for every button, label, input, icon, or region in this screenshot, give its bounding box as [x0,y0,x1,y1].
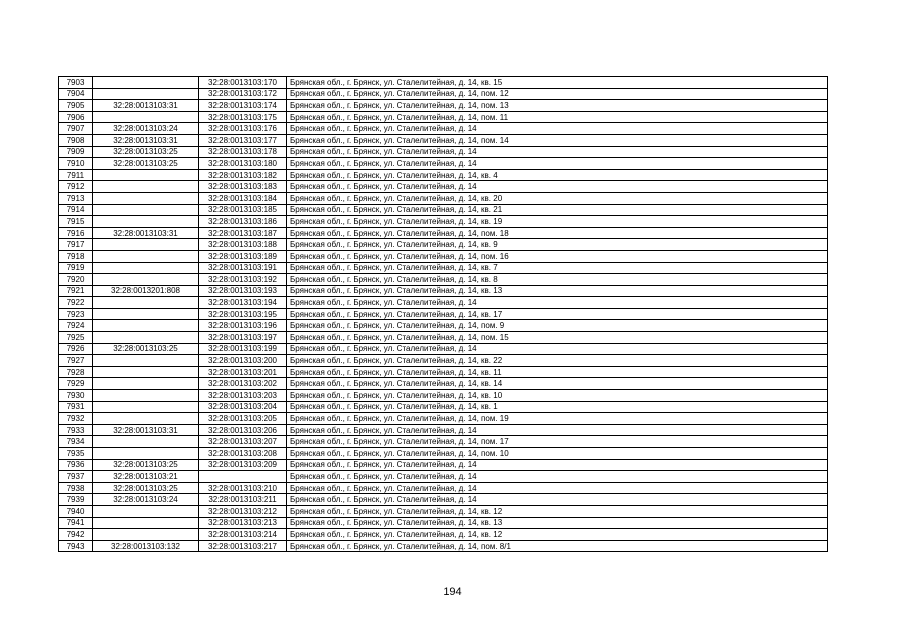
cadastral-number-cell: 32:28:0013103:183 [199,181,287,193]
table-row [59,297,828,309]
parent-cadastral-cell [93,448,199,460]
address-cell: Брянская обл., г. Брянск, ул. Сталелитейная, д. 14 [287,343,828,355]
row-number-cell: 7920 [59,274,93,286]
cadastral-number-cell: 32:28:0013103:202 [199,378,287,390]
row-number-cell: 7913 [59,192,93,204]
row-number-cell: 7904 [59,88,93,100]
address-cell: Брянская обл., г. Брянск, ул. Сталелитейная, д. 14, кв. 9 [287,239,828,251]
cadastral-number-cell: 32:28:0013103:192 [199,274,287,286]
address-cell: Брянская обл., г. Брянск, ул. Сталелитейная, д. 14 [287,471,828,483]
parent-cadastral-cell [93,332,199,344]
cadastral-number-cell: 32:28:0013103:188 [199,239,287,251]
address-cell: Брянская обл., г. Брянск, ул. Сталелитейная, д. 14, пом. 14 [287,134,828,146]
parent-cadastral-cell [93,390,199,402]
table-row [59,274,828,286]
table-row [59,540,828,552]
cadastral-number-cell: 32:28:0013103:191 [199,262,287,274]
address-cell: Брянская обл., г. Брянск, ул. Сталелитейная, д. 14, кв. 13 [287,517,828,529]
cadastral-number-cell: 32:28:0013103:172 [199,88,287,100]
cadastral-number-cell: 32:28:0013103:211 [199,494,287,506]
row-number-cell: 7937 [59,471,93,483]
parent-cadastral-cell [93,274,199,286]
parent-cadastral-cell: 32:28:0013103:31 [93,227,199,239]
address-cell: Брянская обл., г. Брянск, ул. Сталелитейная, д. 14 [287,297,828,309]
table-row [59,77,828,89]
parent-cadastral-cell [93,250,199,262]
cadastral-number-cell: 32:28:0013103:209 [199,459,287,471]
table-row [59,401,828,413]
address-cell: Брянская обл., г. Брянск, ул. Сталелитейная, д. 14 [287,158,828,170]
row-number-cell: 7942 [59,529,93,541]
row-number-cell: 7907 [59,123,93,135]
row-number-cell: 7938 [59,482,93,494]
table-row [59,343,828,355]
address-cell: Брянская обл., г. Брянск, ул. Сталелитейная, д. 14, пом. 18 [287,227,828,239]
cadastral-number-cell: 32:28:0013103:177 [199,134,287,146]
address-cell: Брянская обл., г. Брянск, ул. Сталелитейная, д. 14 [287,482,828,494]
parent-cadastral-cell [93,88,199,100]
address-cell: Брянская обл., г. Брянск, ул. Сталелитейная, д. 14 [287,424,828,436]
address-cell: Брянская обл., г. Брянск, ул. Сталелитейная, д. 14, пом. 15 [287,332,828,344]
row-number-cell: 7943 [59,540,93,552]
table-row [59,134,828,146]
parent-cadastral-cell [93,181,199,193]
table-row [59,146,828,158]
table-row [59,517,828,529]
table-row [59,216,828,228]
page-number: 194 [443,586,462,598]
cadastral-number-cell: 32:28:0013103:170 [199,77,287,89]
parent-cadastral-cell [93,169,199,181]
address-cell: Брянская обл., г. Брянск, ул. Сталелитейная, д. 14 [287,181,828,193]
parent-cadastral-cell: 32:28:0013103:132 [93,540,199,552]
parent-cadastral-cell: 32:28:0013103:31 [93,134,199,146]
table-row [59,239,828,251]
cadastral-number-cell: 32:28:0013103:206 [199,424,287,436]
parent-cadastral-cell [93,517,199,529]
cadastral-number-cell: 32:28:0013103:193 [199,285,287,297]
cadastral-number-cell: 32:28:0013103:203 [199,390,287,402]
row-number-cell: 7940 [59,505,93,517]
cadastral-number-cell: 32:28:0013103:210 [199,482,287,494]
cadastral-number-cell: 32:28:0013103:194 [199,297,287,309]
table-row [59,285,828,297]
row-number-cell: 7929 [59,378,93,390]
parent-cadastral-cell [93,297,199,309]
row-number-cell: 7933 [59,424,93,436]
cadastral-number-cell: 32:28:0013103:176 [199,123,287,135]
parent-cadastral-cell: 32:28:0013103:24 [93,494,199,506]
cadastral-number-cell: 32:28:0013103:195 [199,308,287,320]
table-row [59,471,828,483]
cadastral-number-cell: 32:28:0013103:187 [199,227,287,239]
cadastral-number-cell: 32:28:0013103:196 [199,320,287,332]
row-number-cell: 7914 [59,204,93,216]
parent-cadastral-cell: 32:28:0013103:25 [93,482,199,494]
cadastral-number-cell: 32:28:0013103:174 [199,100,287,112]
row-number-cell: 7934 [59,436,93,448]
parent-cadastral-cell [93,204,199,216]
address-cell: Брянская обл., г. Брянск, ул. Сталелитейная, д. 14, пом. 11 [287,111,828,123]
address-cell: Брянская обл., г. Брянск, ул. Сталелитейная, д. 14, пом. 12 [287,88,828,100]
table-row [59,494,828,506]
row-number-cell: 7903 [59,77,93,89]
address-cell: Брянская обл., г. Брянск, ул. Сталелитейная, д. 14, кв. 1 [287,401,828,413]
row-number-cell: 7905 [59,100,93,112]
address-cell: Брянская обл., г. Брянск, ул. Сталелитейная, д. 14 [287,494,828,506]
address-cell: Брянская обл., г. Брянск, ул. Сталелитейная, д. 14, кв. 20 [287,192,828,204]
parent-cadastral-cell: 32:28:0013103:25 [93,146,199,158]
parent-cadastral-cell [93,77,199,89]
cadastral-number-cell: 32:28:0013103:205 [199,413,287,425]
address-cell: Брянская обл., г. Брянск, ул. Сталелитейная, д. 14, кв. 21 [287,204,828,216]
table-row [59,123,828,135]
cadastral-number-cell: 32:28:0013103:201 [199,366,287,378]
cadastral-number-cell: 32:28:0013103:182 [199,169,287,181]
address-cell: Брянская обл., г. Брянск, ул. Сталелитейная, д. 14, пом. 19 [287,413,828,425]
table-row [59,413,828,425]
row-number-cell: 7919 [59,262,93,274]
cadastral-number-cell: 32:28:0013103:184 [199,192,287,204]
table-row [59,158,828,170]
cadastral-number-cell: 32:28:0013103:185 [199,204,287,216]
address-cell: Брянская обл., г. Брянск, ул. Сталелитейная, д. 14 [287,146,828,158]
address-cell: Брянская обл., г. Брянск, ул. Сталелитейная, д. 14, пом. 8/1 [287,540,828,552]
row-number-cell: 7921 [59,285,93,297]
address-cell: Брянская обл., г. Брянск, ул. Сталелитейная, д. 14, кв. 15 [287,77,828,89]
address-cell: Брянская обл., г. Брянск, ул. Сталелитейная, д. 14, кв. 17 [287,308,828,320]
parent-cadastral-cell [93,366,199,378]
address-cell: Брянская обл., г. Брянск, ул. Сталелитейная, д. 14, кв. 7 [287,262,828,274]
table-row [59,181,828,193]
address-cell: Брянская обл., г. Брянск, ул. Сталелитейная, д. 14, кв. 12 [287,505,828,517]
address-cell: Брянская обл., г. Брянск, ул. Сталелитейная, д. 14, пом. 10 [287,448,828,460]
cadastral-number-cell: 32:28:0013103:213 [199,517,287,529]
parent-cadastral-cell [93,239,199,251]
table-row [59,390,828,402]
table-row [59,169,828,181]
parent-cadastral-cell: 32:28:0013103:24 [93,123,199,135]
parent-cadastral-cell: 32:28:0013201:808 [93,285,199,297]
table-row [59,308,828,320]
table-row [59,332,828,344]
cadastral-number-cell: 32:28:0013103:186 [199,216,287,228]
table-row [59,355,828,367]
row-number-cell: 7915 [59,216,93,228]
parent-cadastral-cell [93,111,199,123]
row-number-cell: 7931 [59,401,93,413]
table-row [59,250,828,262]
parent-cadastral-cell: 32:28:0013103:31 [93,100,199,112]
row-number-cell: 7908 [59,134,93,146]
parent-cadastral-cell [93,320,199,332]
table-row [59,227,828,239]
row-number-cell: 7925 [59,332,93,344]
cadastral-number-cell: 32:28:0013103:217 [199,540,287,552]
address-cell: Брянская обл., г. Брянск, ул. Сталелитейная, д. 14 [287,459,828,471]
address-cell: Брянская обл., г. Брянск, ул. Сталелитейная, д. 14, кв. 13 [287,285,828,297]
table-row [59,529,828,541]
row-number-cell: 7935 [59,448,93,460]
address-cell: Брянская обл., г. Брянск, ул. Сталелитейная, д. 14, пом. 9 [287,320,828,332]
parent-cadastral-cell [93,505,199,517]
row-number-cell: 7927 [59,355,93,367]
parent-cadastral-cell [93,378,199,390]
address-cell: Брянская обл., г. Брянск, ул. Сталелитейная, д. 14, кв. 10 [287,390,828,402]
row-number-cell: 7932 [59,413,93,425]
cadastral-number-cell [199,471,287,483]
address-cell: Брянская обл., г. Брянск, ул. Сталелитейная, д. 14, пом. 17 [287,436,828,448]
row-number-cell: 7910 [59,158,93,170]
cadastral-number-cell: 32:28:0013103:189 [199,250,287,262]
address-cell: Брянская обл., г. Брянск, ул. Сталелитейная, д. 14, кв. 19 [287,216,828,228]
table-row [59,424,828,436]
table-row [59,192,828,204]
cadastral-number-cell: 32:28:0013103:199 [199,343,287,355]
table-row [59,88,828,100]
parent-cadastral-cell: 32:28:0013103:25 [93,343,199,355]
cadastral-number-cell: 32:28:0013103:178 [199,146,287,158]
parent-cadastral-cell [93,413,199,425]
registry-table-body [59,77,828,552]
row-number-cell: 7906 [59,111,93,123]
parent-cadastral-cell [93,308,199,320]
cadastral-number-cell: 32:28:0013103:207 [199,436,287,448]
parent-cadastral-cell: 32:28:0013103:21 [93,471,199,483]
row-number-cell: 7911 [59,169,93,181]
cadastral-number-cell: 32:28:0013103:175 [199,111,287,123]
table-row [59,262,828,274]
row-number-cell: 7909 [59,146,93,158]
table-row [59,436,828,448]
address-cell: Брянская обл., г. Брянск, ул. Сталелитейная, д. 14, кв. 8 [287,274,828,286]
row-number-cell: 7916 [59,227,93,239]
table-row [59,378,828,390]
table-row [59,459,828,471]
parent-cadastral-cell [93,529,199,541]
table-row [59,320,828,332]
row-number-cell: 7922 [59,297,93,309]
parent-cadastral-cell [93,216,199,228]
cadastral-number-cell: 32:28:0013103:204 [199,401,287,413]
parent-cadastral-cell: 32:28:0013103:25 [93,459,199,471]
row-number-cell: 7912 [59,181,93,193]
cadastral-number-cell: 32:28:0013103:208 [199,448,287,460]
row-number-cell: 7939 [59,494,93,506]
parent-cadastral-cell: 32:28:0013103:31 [93,424,199,436]
address-cell: Брянская обл., г. Брянск, ул. Сталелитейная, д. 14, кв. 4 [287,169,828,181]
row-number-cell: 7924 [59,320,93,332]
cadastral-number-cell: 32:28:0013103:200 [199,355,287,367]
row-number-cell: 7923 [59,308,93,320]
address-cell: Брянская обл., г. Брянск, ул. Сталелитейная, д. 14, кв. 14 [287,378,828,390]
registry-table [58,76,828,552]
parent-cadastral-cell: 32:28:0013103:25 [93,158,199,170]
row-number-cell: 7930 [59,390,93,402]
address-cell: Брянская обл., г. Брянск, ул. Сталелитейная, д. 14, кв. 12 [287,529,828,541]
parent-cadastral-cell [93,436,199,448]
address-cell: Брянская обл., г. Брянск, ул. Сталелитейная, д. 14, кв. 11 [287,366,828,378]
cadastral-number-cell: 32:28:0013103:214 [199,529,287,541]
parent-cadastral-cell [93,262,199,274]
table-row [59,366,828,378]
table-row [59,448,828,460]
row-number-cell: 7926 [59,343,93,355]
address-cell: Брянская обл., г. Брянск, ул. Сталелитейная, д. 14, кв. 22 [287,355,828,367]
parent-cadastral-cell [93,355,199,367]
parent-cadastral-cell [93,401,199,413]
row-number-cell: 7917 [59,239,93,251]
parent-cadastral-cell [93,192,199,204]
cadastral-number-cell: 32:28:0013103:212 [199,505,287,517]
table-row [59,100,828,112]
cadastral-number-cell: 32:28:0013103:197 [199,332,287,344]
table-row [59,111,828,123]
address-cell: Брянская обл., г. Брянск, ул. Сталелитейная, д. 14 [287,123,828,135]
row-number-cell: 7928 [59,366,93,378]
table-row [59,505,828,517]
table-row [59,204,828,216]
row-number-cell: 7936 [59,459,93,471]
table-row [59,482,828,494]
address-cell: Брянская обл., г. Брянск, ул. Сталелитейная, д. 14, пом. 13 [287,100,828,112]
cadastral-number-cell: 32:28:0013103:180 [199,158,287,170]
address-cell: Брянская обл., г. Брянск, ул. Сталелитейная, д. 14, пом. 16 [287,250,828,262]
row-number-cell: 7918 [59,250,93,262]
row-number-cell: 7941 [59,517,93,529]
